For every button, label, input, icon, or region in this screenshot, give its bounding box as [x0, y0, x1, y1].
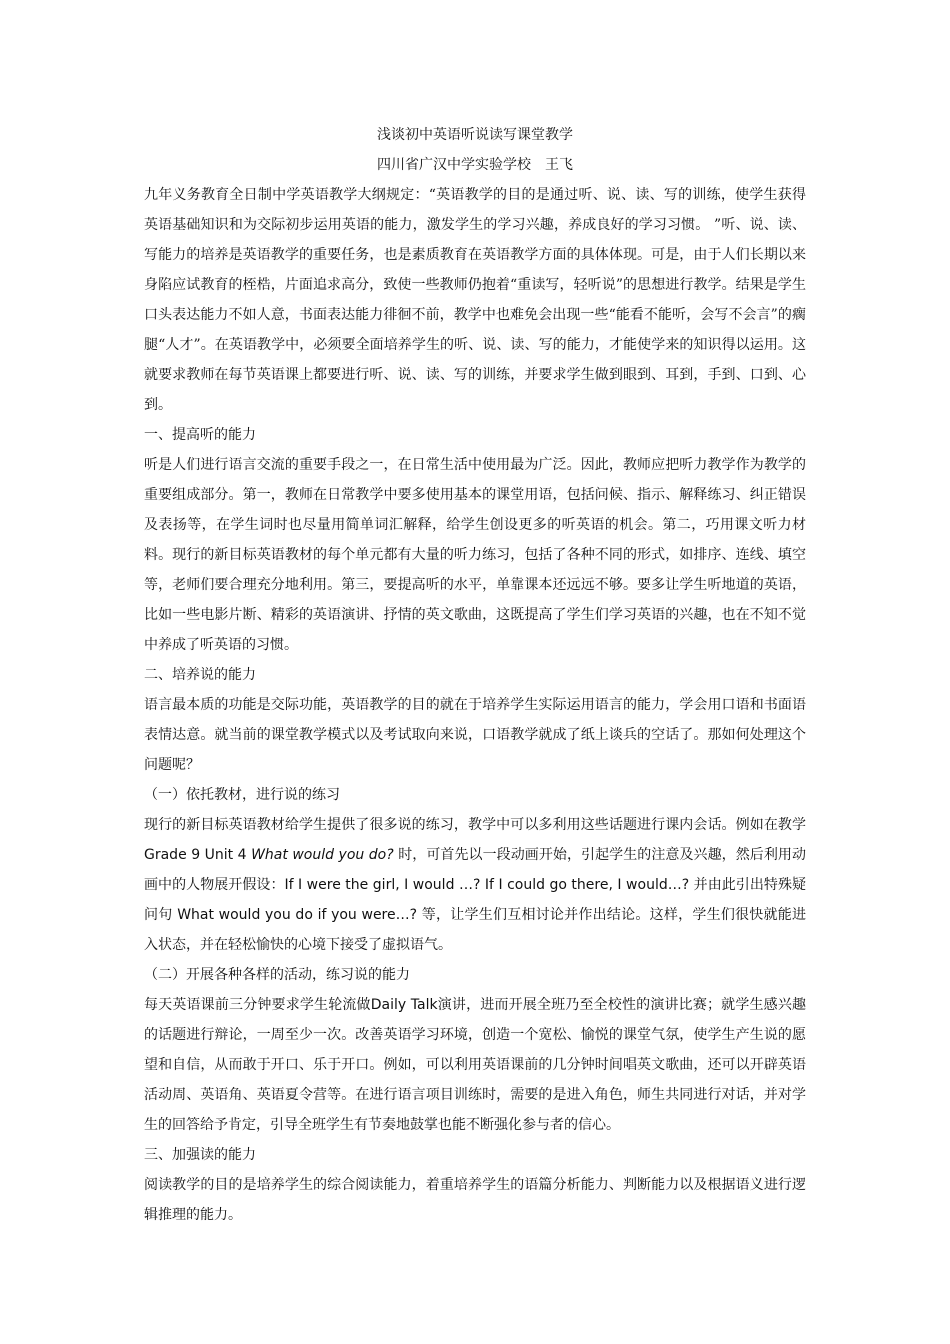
section-body-reading: 阅读教学的目的是培养学生的综合阅读能力，着重培养学生的语篇分析能力、判断能力以及根据语义进行逻辑推理的能力。 [144, 1177, 806, 1223]
subsection-body-activities [144, 990, 806, 1140]
section-heading-speaking: 二、培养说的能力 [144, 667, 256, 683]
section-body-speaking: 语言最本质的功能是交际功能，英语教学的目的就在于培养学生实际运用语言的能力，学会用口语和书面语表情达意。就当前的课堂教学模式以及考试取向来说，口语教学就成了纸上谈兵的空话了。那如何处理这个问题呢？ [144, 697, 806, 773]
english-example: If I were the girl, I would …? If I could go there, I would…? [284, 877, 690, 893]
english-question: What would you do if you were…? [177, 907, 418, 923]
subsection-heading-activities: （二）开展各种各样的活动，练习说的能力 [144, 967, 410, 983]
text-run: 演讲，进而开展全班乃至全校性的演讲比赛；就学生感兴趣的话题进行辩论，一周至少一次。改善英语学习环境，创造一个宽松、愉悦的课堂气氛，使学生产生说的愿望和自信，从而敢于开口、乐于开口。例如，可以利用英语课前的几分钟时间唱英文歌曲，还可以开辟英语活动周、英语角、英语夏令营等。在进行语言项目训练时，需要的是进入角色，师生共同进行对话，并对学生的回答给予肯定，引导全班学生有节奏地鼓掌也能不断强化参与者的信心。 [144, 997, 807, 1133]
subsection-heading-textbook: （一）依托教材，进行说的练习 [144, 787, 340, 803]
section-heading-listening: 一、提高听的能力 [144, 427, 256, 443]
document-author: 四川省广汉中学实验学校 王飞 [377, 157, 573, 173]
text-run: 时，可首先以一段动画开始，引起学生的注意及兴趣，然后利用动画中的人物展开假设： [144, 847, 806, 893]
english-term: Grade 9 Unit 4 [144, 847, 247, 863]
document-page [144, 120, 806, 1230]
intro-paragraph: 九年义务教育全日制中学英语教学大纲规定：“英语教学的目的是通过听、说、读、写的训练，使学生获得英语基础知识和为交际初步运用英语的能力，激发学生的学习兴趣，养成良好的学习习惯。 ”听、说、读、写能力的培养是英语教学的重要任务，也是素质教育在英语教学方面的具体体现。可是，由于人们长期以来身陷应试教育的桎梏，片面追求高分，致使一些教师仍抱着“重读写，轻听说”的思想进行教学。结果是学生口头表达能力不如人意，书面表达能力徘徊不前，教学中也难免会出现一些“能看不能听，会写不会言”的瘸腿“人才”。在英语教学中，必须要全面培养学生的听、说、读、写的能力，才能使学来的知识得以运用。这就要求教师在每节英语课上都要进行听、说、读、写的训练，并要求学生做到眼到、耳到，手到、口到、心到。 [144, 187, 806, 413]
english-italic-term: What would you do? [251, 847, 394, 863]
section-body-listening: 听是人们进行语言交流的重要手段之一，在日常生活中使用最为广泛。因此，教师应把听力教学作为教学的重要组成部分。第一，教师在日常教学中要多使用基本的课堂用语，包括问候、指示、解释练习、纠正错误及表扬等，在学生词时也尽量用简单词汇解释，给学生创设更多的听英语的机会。第二，巧用课文听力材料。现行的新目标英语教材的每个单元都有大量的听力练习，包括了各种不同的形式，如排序、连线、填空等，老师们要合理充分地利用。第三，要提高听的水平，单靠课本还远远不够。要多让学生听地道的英语，比如一些电影片断、精彩的英语演讲、抒情的英文歌曲，这既提高了学生们学习英语的兴趣，也在不知不觉中养成了听英语的习惯。 [144, 457, 806, 653]
text-run: 每天英语课前三分钟要求学生轮流做 [144, 997, 371, 1013]
text-run: 现行的新目标英语教材给学生提供了很多说的练习，教学中可以多利用这些话题进行课内会话。例如在教学 [144, 817, 806, 833]
text-run: 等，让学生们互相讨论并作出结论。这样，学生们很快就能进入状态，并在轻松愉快的心境下接受了虚拟语气。 [144, 907, 807, 953]
english-term: Daily Talk [370, 997, 438, 1013]
subsection-body-textbook [144, 810, 806, 960]
section-heading-reading: 三、加强读的能力 [144, 1147, 256, 1163]
document-title: 浅谈初中英语听说读写课堂教学 [377, 127, 573, 143]
text-run: 并由此引出特殊疑问句 [144, 877, 807, 923]
